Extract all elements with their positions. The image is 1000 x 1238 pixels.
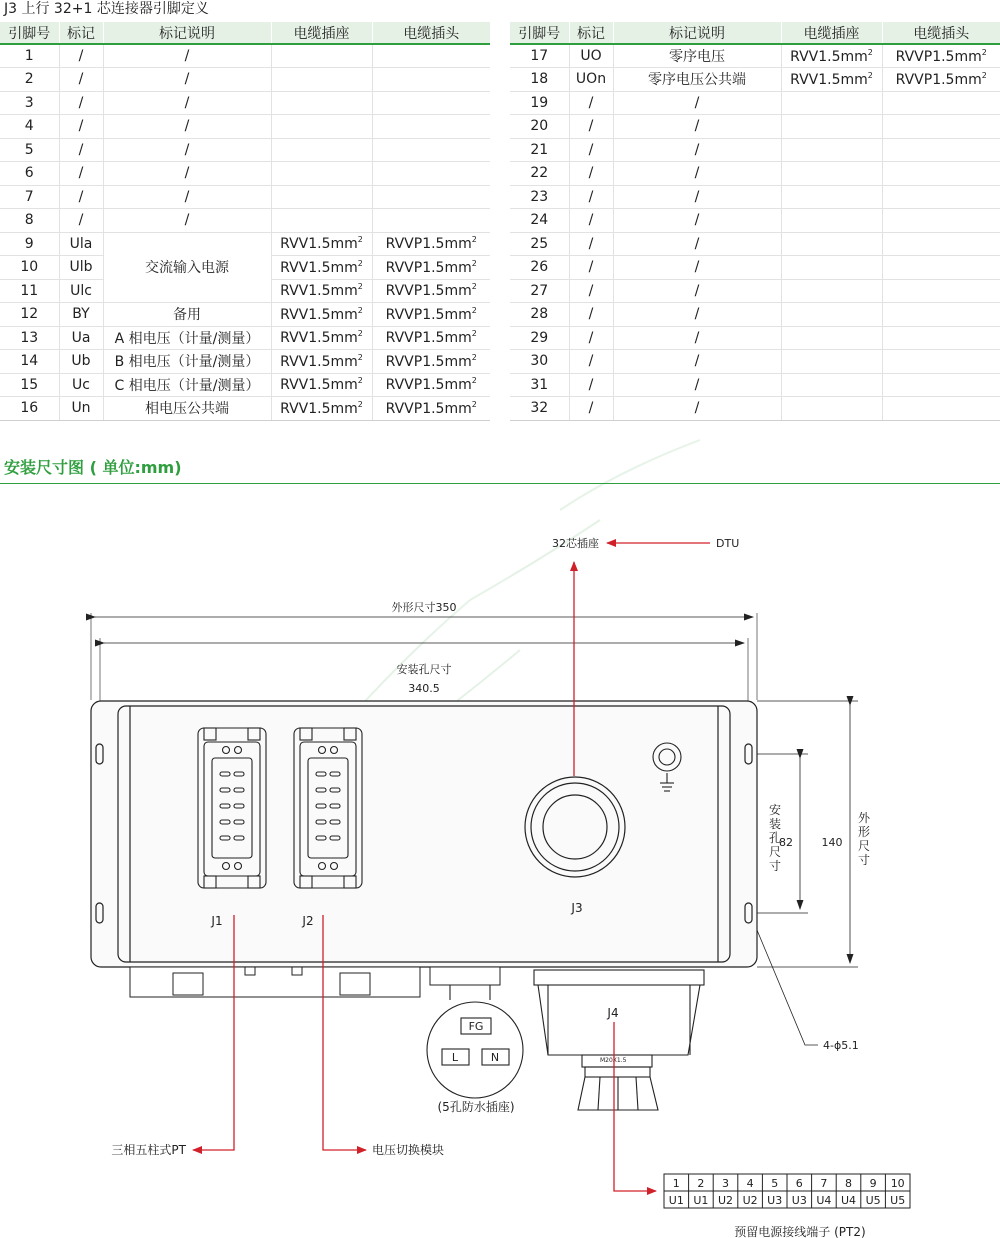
cell-pin: 7 [0,185,59,209]
cell-desc: / [613,326,781,350]
cell-pin: 13 [0,326,59,350]
cell-mark: / [59,68,103,92]
superscript: 2 [357,235,363,245]
cell-pin: 8 [0,209,59,233]
cell-mark: Un [59,397,103,421]
cell-pin: 26 [510,256,569,280]
cell-desc: 相电压公共端 [103,397,271,421]
superscript: 2 [981,70,987,80]
gland-label: M20X1.5 [600,1057,627,1064]
terminal-number: 8 [845,1177,852,1190]
terminal-number: 1 [672,1177,680,1190]
terminal-number: 7 [820,1177,828,1190]
cell-pin: 2 [0,68,59,92]
cell-pin: 10 [0,256,59,280]
superscript: 2 [981,47,987,57]
page-title: J3 上行 32+1 芯连接器引脚定义 [4,1,209,17]
cell-mark: / [569,91,613,115]
cell-pin: 18 [510,68,569,92]
superscript: 2 [471,235,477,245]
cable-spec: RVVP1.5mm [895,71,982,88]
cell-pin: 23 [510,185,569,209]
cell-desc: / [103,138,271,162]
cell-desc: / [103,44,271,68]
terminal-label: U5 [865,1194,881,1207]
cell-mark: Ua [59,326,103,350]
j4-box [534,970,704,1110]
cell-desc: B 相电压（计量/测量） [103,350,271,374]
superscript: 2 [357,376,363,386]
cable-spec: RVVP1.5mm [385,283,472,300]
cell-mark: / [569,373,613,397]
cell-desc: / [613,373,781,397]
column-header: 电缆插座 [271,22,372,44]
cell-mark: Uc [59,373,103,397]
cell-pin: 5 [0,138,59,162]
hole-leader [757,930,818,1045]
cell-pin: 17 [510,44,569,68]
terminal-number: 4 [746,1177,754,1190]
cell-mark: / [59,185,103,209]
cell-desc: / [613,232,781,256]
superscript: 2 [357,282,363,292]
cable-spec: RVV1.5mm [280,400,358,417]
cell-mark: / [569,256,613,280]
terminal-label: U4 [816,1194,832,1207]
cell-desc: / [613,91,781,115]
cell-pin: 3 [0,91,59,115]
cell-pin: 9 [0,232,59,256]
superscript: 2 [471,282,477,292]
cell-pin: 32 [510,397,569,421]
cell-desc: / [613,209,781,233]
cell-desc: / [613,185,781,209]
superscript: 2 [357,399,363,409]
cell-desc: / [613,397,781,421]
superscript: 2 [357,305,363,315]
terminal-number: 2 [697,1177,705,1190]
superscript: 2 [867,47,873,57]
column-header: 标记 [59,22,103,44]
cell-mark: UO [569,44,613,68]
cable-spec: RVV1.5mm [280,283,358,300]
cell-pin: 16 [0,397,59,421]
column-header: 标记 [569,22,613,44]
superscript: 2 [867,70,873,80]
cell-mark: UOn [569,68,613,92]
n-label: N [490,1051,500,1064]
column-header: 引脚号 [0,22,59,44]
terminal-label: U1 [668,1194,684,1207]
j1-label: J1 [211,914,223,928]
cell-pin: 14 [0,350,59,374]
cell-pin: 6 [0,162,59,186]
cell-mark: / [59,162,103,186]
cable-spec: RVV1.5mm [280,236,358,253]
cell-mark: / [59,138,103,162]
cell-desc: / [613,115,781,139]
superscript: 2 [471,258,477,268]
cell-pin: 28 [510,303,569,327]
terminal-number: 10 [890,1177,905,1190]
cable-spec: RVV1.5mm [790,71,868,88]
cell-desc: 零序电压公共端 [613,68,781,92]
pt-label: 三相五柱式PT [111,1143,186,1157]
cell-desc: / [103,68,271,92]
cell-mark: Ulc [59,279,103,303]
cell-pin: 1 [0,44,59,68]
height-outer-value: 140 [821,836,843,849]
cable-spec: RVV1.5mm [280,330,358,347]
cell-pin: 20 [510,115,569,139]
cell-pin: 27 [510,279,569,303]
cell-desc: / [103,115,271,139]
cell-desc: 零序电压 [613,44,781,68]
bottom-rail [130,967,500,997]
cable-spec: RVVP1.5mm [385,236,472,253]
terminal-label: U4 [840,1194,857,1207]
column-header: 标记说明 [613,22,781,44]
column-header: 引脚号 [510,22,569,44]
height-mount-label: 安装孔尺寸 [769,803,782,873]
dtu-label: DTU [716,537,740,550]
cell-desc: 备用 [103,303,271,327]
cell-desc: / [103,91,271,115]
superscript: 2 [471,305,477,315]
cell-mark: BY [59,303,103,327]
cell-desc: / [103,162,271,186]
cell-pin: 21 [510,138,569,162]
mount-width-label: 安装孔尺寸 [396,663,452,676]
cell-pin: 19 [510,91,569,115]
cell-mark: / [59,91,103,115]
cell-mark: / [59,44,103,68]
cable-spec: RVVP1.5mm [385,259,472,276]
outer-width-label: 外形尺寸350 [391,601,457,614]
waterproof-socket [427,985,523,1098]
cell-desc: / [613,279,781,303]
terminal-label: U3 [767,1194,783,1207]
l-label: L [451,1051,459,1064]
cell-pin: 24 [510,209,569,233]
j2-label: J2 [302,914,314,928]
j4-label: J4 [607,1006,619,1020]
cable-spec: RVV1.5mm [280,306,358,323]
section-title: 安装尺寸图 ( 单位:mm) [4,458,182,477]
cell-mark: / [569,303,613,327]
cell-mark: / [569,279,613,303]
terminal-number: 5 [771,1177,779,1190]
cable-spec: RVV1.5mm [280,259,358,276]
cell-desc: / [613,162,781,186]
cell-mark: Ulb [59,256,103,280]
terminal-strip [664,1174,910,1208]
cell-mark: / [569,185,613,209]
cable-spec: RVVP1.5mm [385,330,472,347]
enclosure [91,701,757,967]
switch-module-label: 电压切换模块 [372,1143,445,1157]
cell-mark: Ub [59,350,103,374]
superscript: 2 [357,258,363,268]
cable-spec: RVVP1.5mm [385,377,472,394]
cell-pin: 15 [0,373,59,397]
mount-width-value: 340.5 [408,682,440,695]
cell-mark: / [569,397,613,421]
cell-desc: / [613,256,781,280]
cell-mark: / [569,162,613,186]
cable-spec: RVVP1.5mm [385,306,472,323]
cell-pin: 31 [510,373,569,397]
height-mount-value: 82 [779,836,793,849]
fg-label: FG [468,1020,484,1033]
height-outer-label: 外形尺寸 [858,811,871,867]
cell-pin: 12 [0,303,59,327]
cell-desc: / [613,138,781,162]
cell-desc: / [613,303,781,327]
superscript: 2 [471,352,477,362]
column-header: 标记说明 [103,22,271,44]
cell-desc: / [103,209,271,233]
terminal-label: U2 [717,1194,734,1207]
cell-mark: / [569,350,613,374]
terminal-label: U1 [693,1194,709,1207]
cable-spec: RVVP1.5mm [895,48,982,65]
terminal-number: 3 [722,1177,729,1190]
cell-desc: C 相电压（计量/测量） [103,373,271,397]
superscript: 2 [471,399,477,409]
j3-label: J3 [571,901,583,915]
cell-pin: 11 [0,279,59,303]
cell-pin: 30 [510,350,569,374]
cell-desc: 交流输入电源 [103,232,271,303]
cable-spec: RVVP1.5mm [385,400,472,417]
socket32-label: 32芯插座 [552,537,599,550]
superscript: 2 [357,329,363,339]
cell-mark: / [569,209,613,233]
cell-desc: A 相电压（计量/测量） [103,326,271,350]
column-header: 电缆插头 [882,22,1000,44]
terminal-label: U2 [742,1194,758,1207]
cell-pin: 4 [0,115,59,139]
cell-desc: / [103,185,271,209]
terminal-caption: 预留电源接线端子 (PT2) [734,1225,866,1238]
cell-mark: Ula [59,232,103,256]
terminal-label: U5 [890,1194,906,1207]
cell-mark: / [569,138,613,162]
superscript: 2 [471,329,477,339]
waterproof-label: (5孔防水插座) [437,1100,515,1114]
hole-spec: 4-ϕ5.1 [823,1039,859,1052]
cell-pin: 25 [510,232,569,256]
cable-spec: RVV1.5mm [280,353,358,370]
cell-mark: / [59,209,103,233]
terminal-number: 9 [869,1177,877,1190]
cell-mark: / [59,115,103,139]
cell-mark: / [569,326,613,350]
cell-mark: / [569,115,613,139]
superscript: 2 [357,352,363,362]
cable-spec: RVV1.5mm [280,377,358,394]
superscript: 2 [471,376,477,386]
cable-spec: RVV1.5mm [790,48,868,65]
cell-desc: / [613,350,781,374]
terminal-label: U3 [791,1194,807,1207]
cable-spec: RVVP1.5mm [385,353,472,370]
terminal-number: 6 [795,1177,803,1190]
column-header: 电缆插座 [781,22,882,44]
column-header: 电缆插头 [372,22,490,44]
cell-pin: 22 [510,162,569,186]
cell-mark: / [569,232,613,256]
cell-pin: 29 [510,326,569,350]
